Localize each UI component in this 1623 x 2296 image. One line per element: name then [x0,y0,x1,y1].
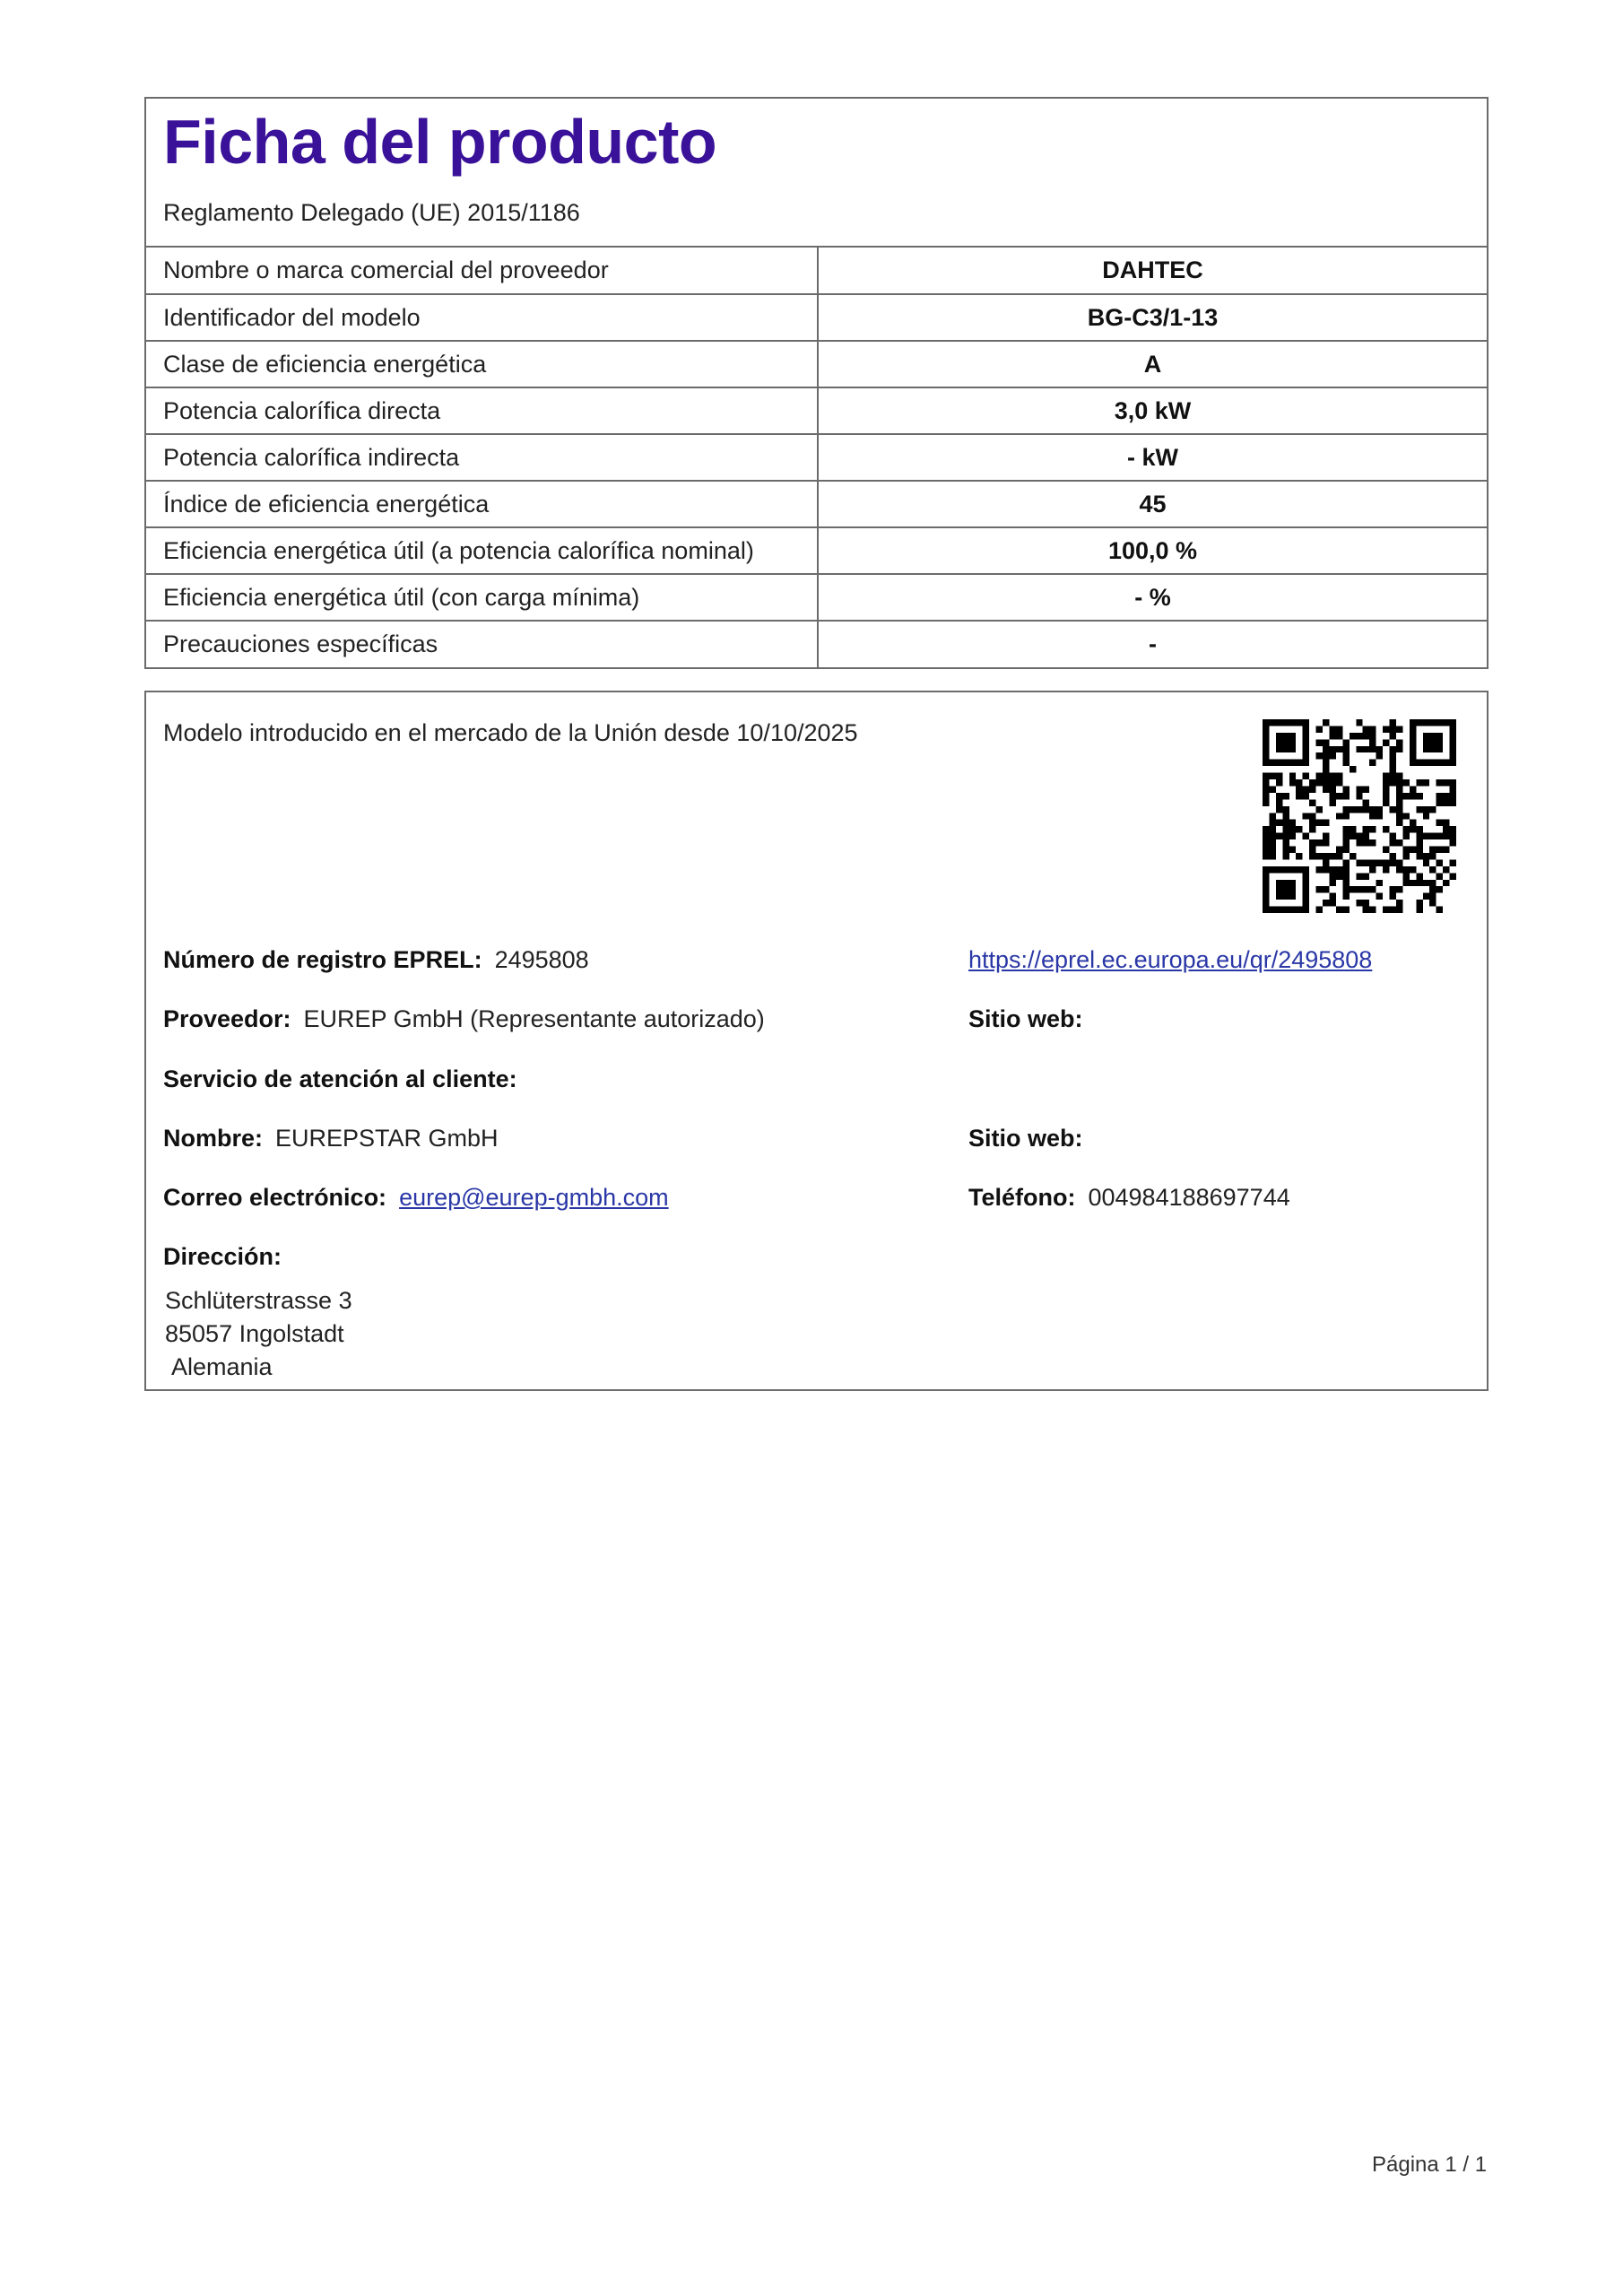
eprel-link-wrap [968,946,1372,974]
cs-name-row [163,1125,499,1152]
page-title: Ficha del producto [163,107,717,177]
qr-code-icon [1263,719,1456,913]
spec-value: - kW [818,434,1487,481]
spec-label: Potencia calorífica directa [146,387,818,434]
product-spec-table [144,97,1488,669]
address-line-3: Alemania [171,1353,273,1380]
phone-label: Teléfono: [968,1184,1076,1211]
spec-row [146,621,1487,667]
spec-row [146,481,1487,527]
spec-label: Índice de eficiencia energética [146,481,818,527]
supplier-website-label: Sitio web: [968,1005,1083,1032]
spec-row [146,434,1487,481]
spec-row [146,294,1487,341]
spec-value: - [1149,631,1157,657]
spec-label: Eficiencia energética útil (con carga mínima) [146,574,818,621]
cs-website-label: Sitio web: [968,1125,1083,1152]
spec-label: Identificador del modelo [146,294,818,341]
address-label: Dirección: [163,1243,282,1270]
cs-name-label: Nombre: [163,1125,264,1152]
eprel-registration [163,946,589,974]
address-block [163,1284,352,1384]
spec-row [146,527,1487,574]
spec-row [146,574,1487,621]
spec-label: Potencia calorífica indirecta [146,434,818,481]
spec-value: 3,0 kW [818,387,1487,434]
eprel-label: Número de registro EPREL: [163,946,482,973]
spec-value: DAHTEC [818,248,1487,294]
sheet-header [146,99,1487,248]
address-line-1: Schlüterstrasse 3 [165,1287,352,1314]
spec-value: 45 [818,481,1487,527]
supplier-value: EUREP GmbH (Representante autorizado) [303,1005,765,1032]
spec-table [146,248,1487,667]
address-line-2: 85057 Ingolstadt [165,1320,344,1347]
page-number: Página 1 / 1 [1372,2152,1488,2177]
cs-name-value: EUREPSTAR GmbH [275,1125,499,1152]
supplier-website [968,1005,1096,1033]
spec-row [146,387,1487,434]
regulation-subtitle: Reglamento Delegado (UE) 2015/1186 [163,199,580,226]
supplier-label: Proveedor: [163,1005,291,1032]
spec-label: Precauciones específicas [146,621,818,667]
spec-value: A [818,341,1487,387]
supplier-row [163,1005,765,1033]
eprel-link[interactable]: https://eprel.ec.europa.eu/qr/2495808 [968,946,1373,973]
eprel-value: 2495808 [494,946,589,973]
spec-value: 100,0 % [818,527,1487,574]
spec-value: BG-C3/1-13 [818,294,1487,341]
spec-label: Clase de eficiencia energética [146,341,818,387]
phone-value: 004984188697744 [1088,1184,1290,1211]
spec-label: Eficiencia energética útil (a potencia calorífica nominal) [146,527,818,574]
email-row [163,1184,669,1212]
email-link[interactable]: eurep@eurep-gmbh.com [399,1184,669,1211]
spec-value: - % [818,574,1487,621]
email-label: Correo electrónico: [163,1184,387,1211]
cs-website [968,1125,1096,1152]
spec-row [146,341,1487,387]
phone-row [968,1184,1290,1212]
spec-label: Nombre o marca comercial del proveedor [146,248,818,294]
spec-row [146,248,1487,294]
address-heading [163,1243,294,1271]
supplier-info-box [144,691,1488,1391]
customer-service-label: Servicio de atención al cliente: [163,1065,517,1092]
customer-service-heading [163,1065,530,1093]
market-date-text: Modelo introducido en el mercado de la Unión desde 10/10/2025 [163,719,858,746]
